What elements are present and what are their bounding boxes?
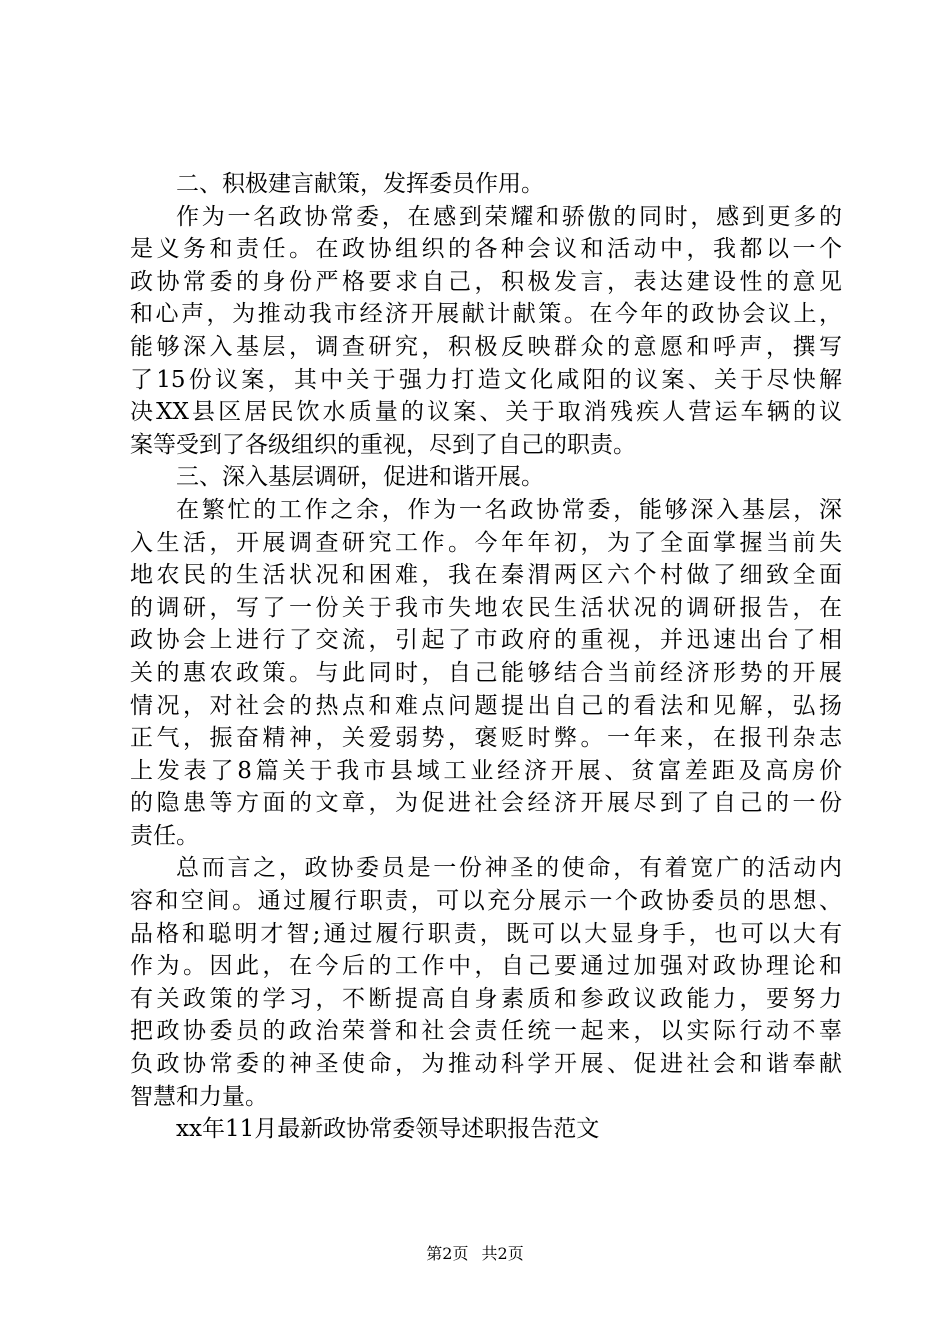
text-line: 总而言之，政协委员是一份神圣的使命，有着宽广的活动内	[176, 855, 842, 882]
text-line: 能够深入基层，调查研究，积极反映群众的意愿和呼声，撰写	[130, 333, 842, 360]
text-line: 责任。	[130, 822, 199, 849]
text-line: 品格和聪明才智;通过履行职责，既可以大显身手，也可以大有	[130, 920, 842, 947]
text-line: 入生活，开展调查研究工作。今年年初，为了全面掌握当前失	[130, 529, 842, 556]
text-line: 的隐患等方面的文章，为促进社会经济开展尽到了自己的一份	[130, 790, 842, 817]
text-line: 是义务和责任。在政协组织的各种会议和活动中，我都以一个	[130, 236, 842, 263]
text-line: 案等受到了各级组织的重视，尽到了自己的职责。	[130, 431, 636, 458]
text-line: 和心声，为推动我市经济开展献计献策。在今年的政协会议上，	[130, 301, 842, 328]
page-total: 共2页	[481, 1244, 524, 1263]
page-number: 第2页	[426, 1244, 469, 1263]
text-line: 有关政策的学习，不断提高自身素质和参政议政能力，要努力	[130, 985, 842, 1012]
text-line: 关的惠农政策。与此同时，自己能够结合当前经济形势的开展	[130, 659, 842, 686]
text-line: 的调研，写了一份关于我市失地农民生活状况的调研报告，在	[130, 594, 842, 621]
text-line: 正气，振奋精神，关爱弱势，褒贬时弊。一年来，在报刊杂志	[130, 725, 842, 752]
text-line: 二、积极建言献策，发挥委员作用。	[176, 171, 544, 197]
document-body	[130, 168, 842, 1146]
text-line: 政协会上进行了交流，引起了市政府的重视，并迅速出台了相	[130, 627, 842, 654]
text-line: 作为一名政协常委，在感到荣耀和骄傲的同时，感到更多的	[176, 203, 842, 230]
text-line: 智慧和力量。	[130, 1083, 268, 1110]
text-line: 作为。因此，在今后的工作中，自己要通过加强对政协理论和	[130, 953, 842, 980]
text-line: 了15份议案，其中关于强力打造文化咸阳的议案、关于尽快解	[130, 366, 842, 393]
text-line: 在繁忙的工作之余，作为一名政协常委，能够深入基层，深	[176, 496, 842, 523]
text-line: 三、深入基层调研，促进和谐开展。	[176, 464, 544, 491]
text-line: 地农民的生活状况和困难，我在秦渭两区六个村做了细致全面	[130, 562, 842, 589]
text-line: 政协常委的身份严格要求自己，积极发言，表达建设性的意见	[130, 268, 842, 295]
text-line: 负政协常委的神圣使命，为推动科学开展、促进社会和谐奉献	[130, 1051, 842, 1078]
text-line: 容和空间。通过履行职责，可以充分展示一个政协委员的思想、	[130, 888, 842, 915]
text-line: 决XX县区居民饮水质量的议案、关于取消残疾人营运车辆的议	[130, 399, 842, 426]
page-footer	[0, 1244, 950, 1264]
text-line: 把政协委员的政治荣誉和社会责任统一起来，以实际行动不辜	[130, 1018, 842, 1045]
text-line: 情况，对社会的热点和难点问题提出自己的看法和见解，弘扬	[130, 692, 842, 719]
text-line: xx年11月最新政协常委领导述职报告范文	[176, 1116, 600, 1143]
text-line: 上发表了8篇关于我市县域工业经济开展、贫富差距及高房价	[130, 757, 842, 784]
